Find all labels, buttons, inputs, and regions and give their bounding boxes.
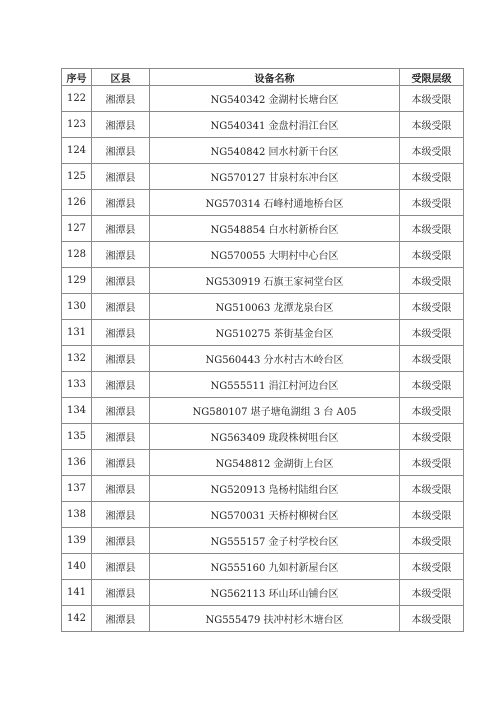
cell-restriction-level: 本级受限	[400, 164, 464, 190]
table-row	[62, 606, 464, 632]
cell-county: 湘潭县	[92, 294, 150, 320]
cell-county: 湘潭县	[92, 268, 150, 294]
table-row	[62, 320, 464, 346]
cell-restriction-level: 本级受限	[400, 476, 464, 502]
table-row	[62, 112, 464, 138]
cell-device-name: NG555479 扶冲村杉木塘台区	[150, 606, 400, 632]
cell-index: 140	[62, 554, 92, 580]
cell-device-name: NG540842 回水村新干台区	[150, 138, 400, 164]
cell-restriction-level: 本级受限	[400, 606, 464, 632]
table-row	[62, 138, 464, 164]
table-row	[62, 242, 464, 268]
table-row	[62, 164, 464, 190]
cell-index: 139	[62, 528, 92, 554]
cell-county: 湘潭县	[92, 164, 150, 190]
cell-index: 123	[62, 112, 92, 138]
cell-index: 141	[62, 580, 92, 606]
table-header-row	[62, 69, 464, 86]
cell-index: 126	[62, 190, 92, 216]
cell-county: 湘潭县	[92, 606, 150, 632]
cell-device-name: NG563409 珑段株树咀台区	[150, 424, 400, 450]
cell-restriction-level: 本级受限	[400, 502, 464, 528]
table-row	[62, 502, 464, 528]
cell-device-name: NG580107 堪子塘龟湖组 3 台 A05	[150, 398, 400, 424]
cell-device-name: NG548854 白水村新桥台区	[150, 216, 400, 242]
table-row	[62, 346, 464, 372]
cell-device-name: NG555160 九如村新屋台区	[150, 554, 400, 580]
cell-restriction-level: 本级受限	[400, 294, 464, 320]
device-table	[61, 68, 464, 632]
cell-device-name: NG510063 龙潭龙泉台区	[150, 294, 400, 320]
cell-restriction-level: 本级受限	[400, 528, 464, 554]
cell-device-name: NG530919 石旗王家祠堂台区	[150, 268, 400, 294]
table-row	[62, 294, 464, 320]
table-row	[62, 86, 464, 112]
table-row	[62, 424, 464, 450]
cell-device-name: NG570127 甘泉村东冲台区	[150, 164, 400, 190]
table-row	[62, 268, 464, 294]
cell-index: 129	[62, 268, 92, 294]
cell-county: 湘潭县	[92, 424, 150, 450]
cell-index: 122	[62, 86, 92, 112]
cell-device-name: NG555511 涓江村河边台区	[150, 372, 400, 398]
cell-index: 131	[62, 320, 92, 346]
cell-restriction-level: 本级受限	[400, 320, 464, 346]
cell-device-name: NG510275 茶街基金台区	[150, 320, 400, 346]
cell-device-name: NG520913 凫杨村陆组台区	[150, 476, 400, 502]
table-row	[62, 450, 464, 476]
cell-county: 湘潭县	[92, 320, 150, 346]
cell-index: 124	[62, 138, 92, 164]
cell-restriction-level: 本级受限	[400, 554, 464, 580]
cell-index: 125	[62, 164, 92, 190]
cell-county: 湘潭县	[92, 372, 150, 398]
cell-device-name: NG540341 金盘村涓江台区	[150, 112, 400, 138]
cell-device-name: NG548812 金湖街上台区	[150, 450, 400, 476]
cell-device-name: NG540342 金湖村长塘台区	[150, 86, 400, 112]
cell-county: 湘潭县	[92, 346, 150, 372]
cell-restriction-level: 本级受限	[400, 372, 464, 398]
cell-index: 130	[62, 294, 92, 320]
cell-restriction-level: 本级受限	[400, 346, 464, 372]
cell-county: 湘潭县	[92, 554, 150, 580]
cell-restriction-level: 本级受限	[400, 138, 464, 164]
cell-county: 湘潭县	[92, 242, 150, 268]
cell-restriction-level: 本级受限	[400, 580, 464, 606]
cell-county: 湘潭县	[92, 138, 150, 164]
table-row	[62, 554, 464, 580]
header-county: 区县	[92, 69, 150, 86]
cell-restriction-level: 本级受限	[400, 86, 464, 112]
cell-restriction-level: 本级受限	[400, 398, 464, 424]
cell-index: 136	[62, 450, 92, 476]
cell-index: 133	[62, 372, 92, 398]
table-row	[62, 476, 464, 502]
cell-county: 湘潭县	[92, 528, 150, 554]
cell-county: 湘潭县	[92, 502, 150, 528]
cell-device-name: NG560443 分水村古木岭台区	[150, 346, 400, 372]
table-row	[62, 398, 464, 424]
cell-index: 142	[62, 606, 92, 632]
table-row	[62, 580, 464, 606]
cell-index: 127	[62, 216, 92, 242]
cell-device-name: NG570055 大明村中心台区	[150, 242, 400, 268]
cell-restriction-level: 本级受限	[400, 216, 464, 242]
cell-restriction-level: 本级受限	[400, 424, 464, 450]
cell-device-name: NG562113 环山环山铺台区	[150, 580, 400, 606]
cell-restriction-level: 本级受限	[400, 268, 464, 294]
cell-county: 湘潭县	[92, 580, 150, 606]
cell-index: 128	[62, 242, 92, 268]
table-row	[62, 372, 464, 398]
header-device-name: 设备名称	[150, 69, 400, 86]
cell-county: 湘潭县	[92, 450, 150, 476]
cell-restriction-level: 本级受限	[400, 450, 464, 476]
cell-index: 138	[62, 502, 92, 528]
cell-restriction-level: 本级受限	[400, 242, 464, 268]
cell-index: 137	[62, 476, 92, 502]
table-row	[62, 190, 464, 216]
header-index: 序号	[62, 69, 92, 86]
cell-county: 湘潭县	[92, 190, 150, 216]
cell-restriction-level: 本级受限	[400, 112, 464, 138]
cell-index: 135	[62, 424, 92, 450]
cell-device-name: NG570031 天桥村柳树台区	[150, 502, 400, 528]
header-restriction-level: 受限层级	[400, 69, 464, 86]
cell-county: 湘潭县	[92, 112, 150, 138]
cell-county: 湘潭县	[92, 86, 150, 112]
cell-device-name: NG570314 石峰村通地桥台区	[150, 190, 400, 216]
cell-index: 132	[62, 346, 92, 372]
cell-county: 湘潭县	[92, 398, 150, 424]
table-row	[62, 216, 464, 242]
cell-device-name: NG555157 金子村学校台区	[150, 528, 400, 554]
cell-county: 湘潭县	[92, 476, 150, 502]
cell-index: 134	[62, 398, 92, 424]
cell-county: 湘潭县	[92, 216, 150, 242]
cell-restriction-level: 本级受限	[400, 190, 464, 216]
table-row	[62, 528, 464, 554]
